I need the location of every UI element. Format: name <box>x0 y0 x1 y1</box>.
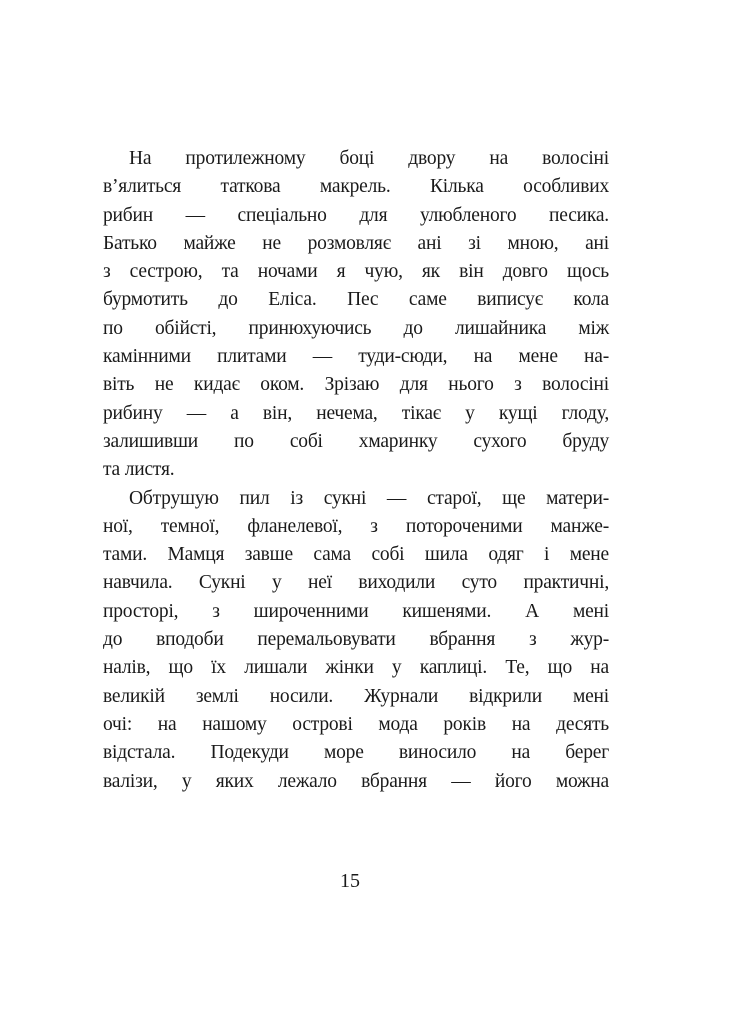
text-line: великій землі носили. Журнали відкрили мені <box>103 685 609 707</box>
text-line: та листя. <box>103 459 175 481</box>
text-line: в’ялиться таткова макрель. Кілька особливих <box>103 176 609 198</box>
text-line: камінними плитами — туди-сюди, на мене на- <box>103 346 609 368</box>
text-line: тами. Мамця завше сама собі шила одяг і мене <box>103 544 609 566</box>
text-line: по обійсті, принюхуючись до лишайника між <box>103 317 609 339</box>
text-line: рибину — а він, нечема, тікає у кущі глоду, <box>103 402 609 424</box>
text-line: налів, що їх лишали жінки у каплиці. Те, що на <box>103 657 609 679</box>
page-number: 15 <box>340 870 360 892</box>
text-line: до вподоби перемальовувати вбрання з жур- <box>103 629 609 651</box>
text-line: Батько майже не розмовляє ані зі мною, ані <box>103 232 609 254</box>
text-line: навчила. Сукні у неї виходили суто практичні, <box>103 572 609 594</box>
text-line: На протилежному боці двору на волосіні <box>129 148 609 169</box>
text-line: віть не кидає оком. Зрізаю для нього з волосіні <box>103 374 609 396</box>
text-line: рибин — спеціально для улюбленого песика. <box>103 204 609 226</box>
text-line: валізи, у яких лежало вбрання — його можна <box>103 770 609 792</box>
text-line: відстала. Подекуди море виносило на берег <box>103 742 609 764</box>
text-line: з сестрою, та ночами я чую, як він довго щось <box>103 261 609 283</box>
paragraph-2 <box>103 485 609 796</box>
text-line: бурмотить до Еліса. Пес саме виписує кола <box>103 289 609 311</box>
text-line: залишивши по собі хмаринку сухого бруду <box>103 430 609 452</box>
text-line: Обтрушую пил із сукні — старої, ще матери- <box>129 487 609 509</box>
text-line: очі: на нашому острові мода років на десять <box>103 713 609 735</box>
paragraph-1 <box>103 145 609 485</box>
text-line: ної, темної, фланелевої, з потороченими манже- <box>103 515 609 537</box>
text-line: просторі, з широченними кишенями. А мені <box>103 600 609 622</box>
page-body <box>103 145 609 796</box>
